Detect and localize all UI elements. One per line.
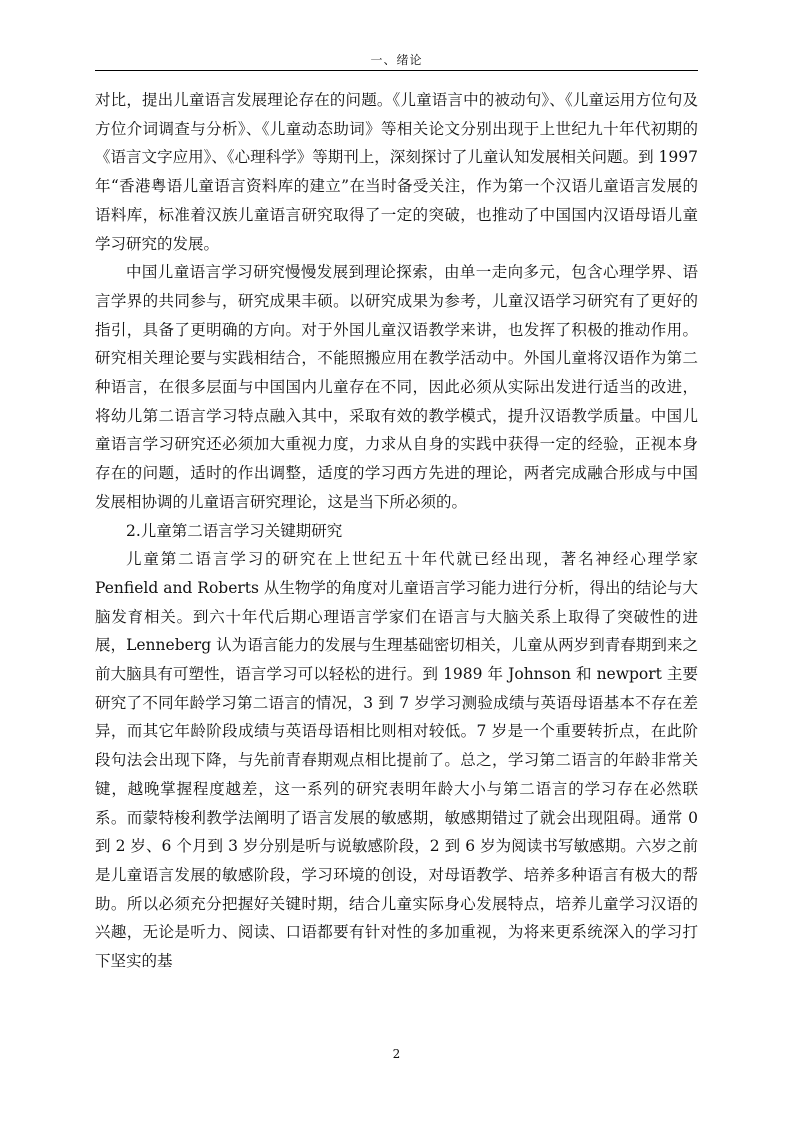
page-number: 2 (392, 1047, 401, 1061)
section-heading: 2.儿童第二语言学习关键期研究 (126, 521, 343, 540)
header-divider (95, 70, 698, 71)
paragraph-continued: 对比，提出儿童语言发展理论存在的问题。《儿童语言中的被动句》、《儿童运用方位句及方位介词调查与分析》、《儿童动态助词》等相关论文分别出现于上世纪九十年代初期的《语言文字应用》、《心理科学》等期刊上，深刻探讨了儿童认知发展相关问题。到 1997 年“香港粤语儿童语言资料库的建立”在当时备受关注，作为第一个汉语儿童语言发展的语料库，标准着汉族儿童语言研究取得了一定的突破，也推动了中国国内汉语母语儿童学习研究的发展。 (95, 91, 698, 253)
paragraph-research-development: 中国儿童语言学习研究慢慢发展到理论探索，由单一走向多元，包含心理学界、语言学界的共同参与，研究成果丰硕。以研究成果为参考，儿童汉语学习研究有了更好的指引，具备了更明确的方向。对于外国儿童汉语教学来讲，也发挥了积极的推动作用。研究相关理论要与实践相结合，不能照搬应用在教学活动中。外国儿童将汉语作为第二种语言，在很多层面与中国国内儿童存在不同，因此必须从实际出发进行适当的改进，将幼儿第二语言学习特点融入其中，采取有效的教学模式，提升汉语教学质量。中国儿童语言学习研究还必须加大重视力度，力求从自身的实践中获得一定的经验，正视本身存在的问题，适时的作出调整，适度的学习西方先进的理论，两者完成融合形成与中国发展相协调的儿童语言研究理论，这是当下所必须的。 (95, 263, 698, 511)
page-body (95, 86, 698, 976)
running-header: 一、绪论 (370, 53, 423, 67)
paragraph-critical-period: 儿童第二语言学习的研究在上世纪五十年代就已经出现，著名神经心理学家 Penfield and Roberts 从生物学的角度对儿童语言学习能力进行分析，得出的结论与大脑发育相关。到六十年代后期心理语言学家们在语言与大脑关系上取得了突破性的进展，Lenneberg 认为语言能力的发展与生理基础密切相关，儿童从两岁到青春期到来之前大脑具有可塑性，语言学习可以轻松的进行。到 1989 年 Johnson 和 newport 主要研究了不同年龄学习第二语言的情况，3 到 7 岁学习测验成绩与英语母语基本不存在差异，而其它年龄阶段成绩与英语母语相比则相对较低。7 岁是一个重要转折点，在此阶段句法会出现下降，与先前青春期观点相比提前了。总之，学习第二语言的年龄非常关键，越晚掌握程度越差，这一系列的研究表明年龄大小与第二语言的学习存在必然联系。而蒙特梭利教学法阐明了语言发展的敏感期，敏感期错过了就会出现阻碍。通常 0 到 2 岁、6 个月到 3 岁分别是听与说敏感阶段，2 到 6 岁为阅读书写敏感期。六岁之前是儿童语言发展的敏感阶段，学习环境的创设，对母语教学、培养多种语言有极大的帮助。所以必须充分把握好关键时期，结合儿童实际身心发展特点，培养儿童学习汉语的兴趣，无论是听力、阅读、口语都要有针对性的多加重视，为将来更系统深入的学习打下坚实的基 (95, 550, 698, 971)
